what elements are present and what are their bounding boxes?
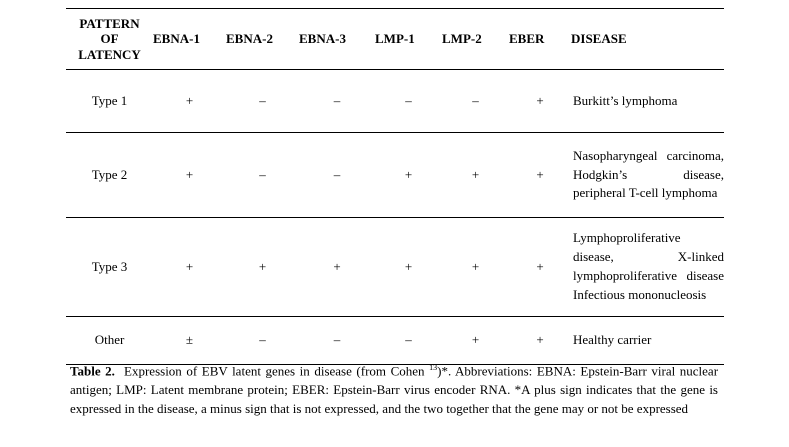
caption-reference: 13 [429, 363, 438, 372]
header-ebna-3: EBNA-3 [299, 9, 375, 70]
header-eber: EBER [509, 9, 571, 70]
lmp-1-cell: + [375, 133, 442, 218]
latency-cell: Type 2 [66, 133, 153, 218]
latency-cell: Type 3 [66, 218, 153, 317]
header-ebna-2: EBNA-2 [226, 9, 299, 70]
eber-cell: + [509, 218, 571, 317]
caption-label: Table 2. [70, 363, 115, 379]
header-pattern-of-latency [66, 9, 153, 70]
ebna-3-cell: + [299, 218, 375, 317]
table-row [66, 218, 724, 317]
caption-text-continued: )*. Abbreviations: EBNA: Epstein-Barr viral nuclear antigen; LMP: Latent membrane protein; EBER: Epstein-Barr virus encoder RNA. *A plus sign indicates that the gene is expressed in the disease, a minus sign that is not expressed, and the two together that the gene may or not be expressed [70, 363, 719, 417]
header-lmp-2: LMP-2 [442, 9, 509, 70]
ebna-2-cell: – [226, 317, 299, 365]
ebna-2-cell: + [226, 218, 299, 317]
lmp-2-cell: + [442, 218, 509, 317]
ebna-3-cell: – [299, 317, 375, 365]
lmp-2-cell: + [442, 133, 509, 218]
header-lmp-1: LMP-1 [375, 9, 442, 70]
eber-cell: + [509, 317, 571, 365]
ebna-1-cell: ± [153, 317, 226, 365]
eber-cell: + [509, 133, 571, 218]
header-ebna-1: EBNA-1 [153, 9, 226, 70]
table-row [66, 70, 724, 133]
latency-cell: Other [66, 317, 153, 365]
expression-table-container [66, 8, 724, 365]
table-caption [70, 358, 718, 418]
table-header-row [66, 9, 724, 70]
lmp-1-cell: + [375, 218, 442, 317]
caption-text: Expression of EBV latent genes in disease (from Cohen [124, 363, 425, 379]
lmp-2-cell: + [442, 317, 509, 365]
ebna-3-cell: – [299, 70, 375, 133]
latency-cell: Type 1 [66, 70, 153, 133]
ebna-1-cell: + [153, 70, 226, 133]
disease-cell: Lymphoproliferative disease, X-linked lymphoproliferative disease Infectious mononucleosis [571, 218, 724, 317]
ebna-2-cell: – [226, 70, 299, 133]
ebna-2-cell: – [226, 133, 299, 218]
disease-cell: Nasopharyngeal carcinoma, Hodgkin’s disease, peripheral T-cell lymphoma [571, 133, 724, 218]
lmp-1-cell: – [375, 317, 442, 365]
header-pattern-line: LATENCY [78, 46, 141, 62]
header-pattern-line: OF [100, 31, 119, 47]
ebna-1-cell: + [153, 218, 226, 317]
header-disease: DISEASE [571, 9, 724, 70]
expression-table [66, 8, 724, 365]
ebna-3-cell: – [299, 133, 375, 218]
disease-cell: Burkitt’s lymphoma [571, 70, 724, 133]
lmp-2-cell: – [442, 70, 509, 133]
ebna-1-cell: + [153, 133, 226, 218]
header-pattern-line: PATTERN [79, 15, 140, 31]
eber-cell: + [509, 70, 571, 133]
disease-cell: Healthy carrier [571, 317, 724, 365]
table-row [66, 133, 724, 218]
lmp-1-cell: – [375, 70, 442, 133]
